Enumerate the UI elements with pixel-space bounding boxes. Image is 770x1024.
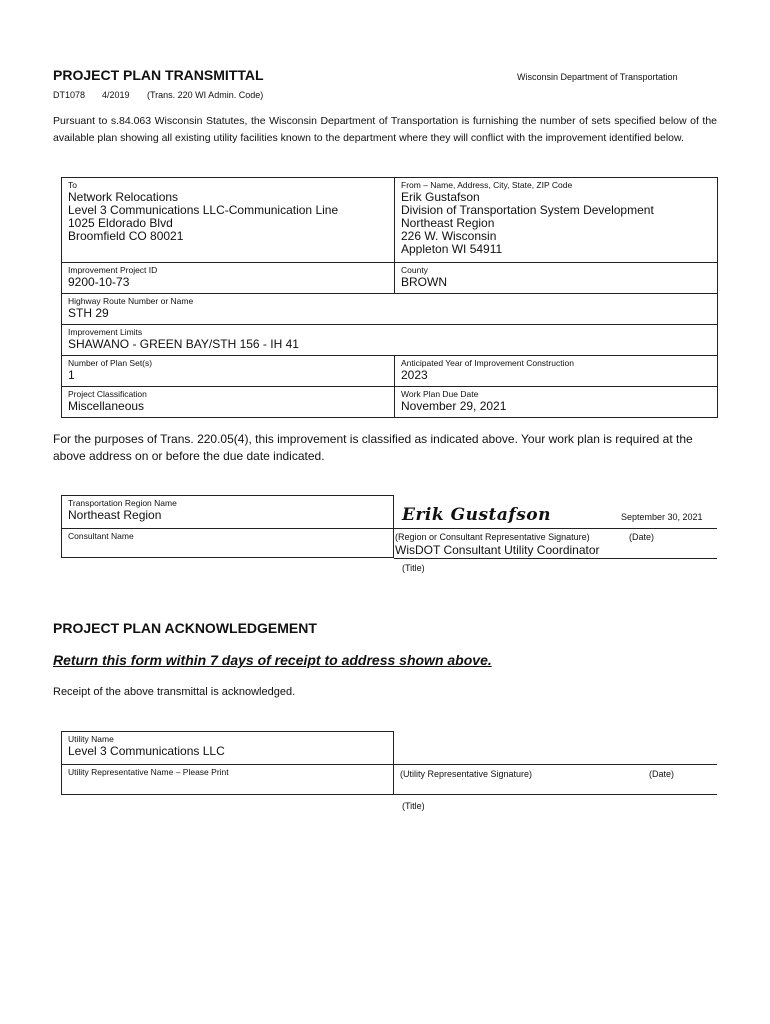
title-line xyxy=(394,558,717,559)
utility-signature-line xyxy=(394,764,717,765)
admin-code: (Trans. 220 WI Admin. Code) xyxy=(147,90,264,100)
from-label: From – Name, Address, City, State, ZIP Code xyxy=(401,180,573,190)
transmittal-form xyxy=(61,177,718,418)
utility-signature-caption: (Utility Representative Signature) xyxy=(400,769,533,779)
from-address xyxy=(401,191,711,256)
county-cell xyxy=(395,263,718,294)
year-value: 2023 xyxy=(401,368,428,382)
from-line: Division of Transportation System Development xyxy=(401,203,654,217)
limits-value: SHAWANO - GREEN BAY/STH 156 - IH 41 xyxy=(68,337,299,351)
county-label: County xyxy=(401,265,428,275)
ack-title: PROJECT PLAN ACKNOWLEDGEMENT xyxy=(53,620,317,636)
from-line: Erik Gustafson xyxy=(401,190,480,204)
from-cell xyxy=(395,178,718,263)
agency-name: Wisconsin Department of Transportation xyxy=(517,72,678,82)
utility-cell xyxy=(62,732,394,765)
region-cell xyxy=(62,496,394,529)
plan-sets-value: 1 xyxy=(68,368,75,382)
date-caption: (Date) xyxy=(629,532,655,542)
from-line: Northeast Region xyxy=(401,216,495,230)
signature: Erik Gustafson xyxy=(402,505,551,525)
due-date-value: November 29, 2021 xyxy=(401,399,507,413)
to-line: Level 3 Communications LLC-Communication Line xyxy=(68,203,339,217)
utility-title-line xyxy=(394,794,717,795)
highway-label: Highway Route Number or Name xyxy=(68,296,194,306)
consultant-cell xyxy=(62,529,394,558)
rep-label: Utility Representative Name – Please Print xyxy=(68,767,229,777)
utility-title-caption: (Title) xyxy=(402,801,425,811)
plan-sets-cell xyxy=(62,356,395,387)
to-line: Broomfield CO 80021 xyxy=(68,229,184,243)
from-line: 226 W. Wisconsin xyxy=(401,229,497,243)
classification-cell xyxy=(62,387,395,418)
rep-cell xyxy=(62,765,394,795)
highway-value: STH 29 xyxy=(68,306,109,320)
plan-sets-label: Number of Plan Set(s) xyxy=(68,358,153,368)
utility-value: Level 3 Communications LLC xyxy=(68,744,225,758)
due-date-cell xyxy=(395,387,718,418)
consultant-label: Consultant Name xyxy=(68,531,134,541)
title-caption: (Title) xyxy=(402,563,425,573)
to-cell xyxy=(62,178,395,263)
from-line: Appleton WI 54911 xyxy=(401,242,503,256)
form-title: PROJECT PLAN TRANSMITTAL xyxy=(53,67,264,83)
utility-table xyxy=(61,731,394,795)
utility-date-caption: (Date) xyxy=(649,769,675,779)
project-id-cell xyxy=(62,263,395,294)
limits-label: Improvement Limits xyxy=(68,327,143,337)
due-date-label: Work Plan Due Date xyxy=(401,389,479,399)
classification-label: Project Classification xyxy=(68,389,147,399)
intro-paragraph: Pursuant to s.84.063 Wisconsin Statutes, the Wisconsin Department of Transportation is furnishing the number of sets specified below of the available plan showing all existing utility facilities known to the department where they will conflict with the improvement identified below. xyxy=(53,115,717,144)
county-value: BROWN xyxy=(401,275,447,289)
form-date: 4/2019 xyxy=(102,90,130,100)
to-line: Network Relocations xyxy=(68,190,179,204)
region-label: Transportation Region Name xyxy=(68,498,177,508)
to-address xyxy=(68,191,388,243)
receipt-text: Receipt of the above transmittal is acknowledged. xyxy=(53,686,296,698)
project-id-label: Improvement Project ID xyxy=(68,265,158,275)
highway-cell xyxy=(62,294,718,325)
signature-line xyxy=(394,528,717,529)
classification-value: Miscellaneous xyxy=(68,399,145,413)
to-line: 1025 Eldorado Blvd xyxy=(68,216,173,230)
region-table xyxy=(61,495,394,558)
title-value: WisDOT Consultant Utility Coordinator xyxy=(395,543,600,557)
region-value: Northeast Region xyxy=(68,508,162,522)
project-id-value: 9200-10-73 xyxy=(68,275,130,289)
to-label: To xyxy=(68,180,77,190)
return-note: Return this form within 7 days of receipt to address shown above. xyxy=(53,652,492,668)
year-cell xyxy=(395,356,718,387)
year-label: Anticipated Year of Improvement Construction xyxy=(401,358,574,368)
sign-date: September 30, 2021 xyxy=(621,512,703,522)
limits-cell xyxy=(62,325,718,356)
signature-caption: (Region or Consultant Representative Signature) xyxy=(395,532,590,542)
purpose-paragraph: For the purposes of Trans. 220.05(4), this improvement is classified as indicated above. Your work plan is required at the above address on or before the due date indicated. xyxy=(53,432,693,463)
utility-label: Utility Name xyxy=(68,734,114,744)
form-id: DT1078 xyxy=(53,90,86,100)
